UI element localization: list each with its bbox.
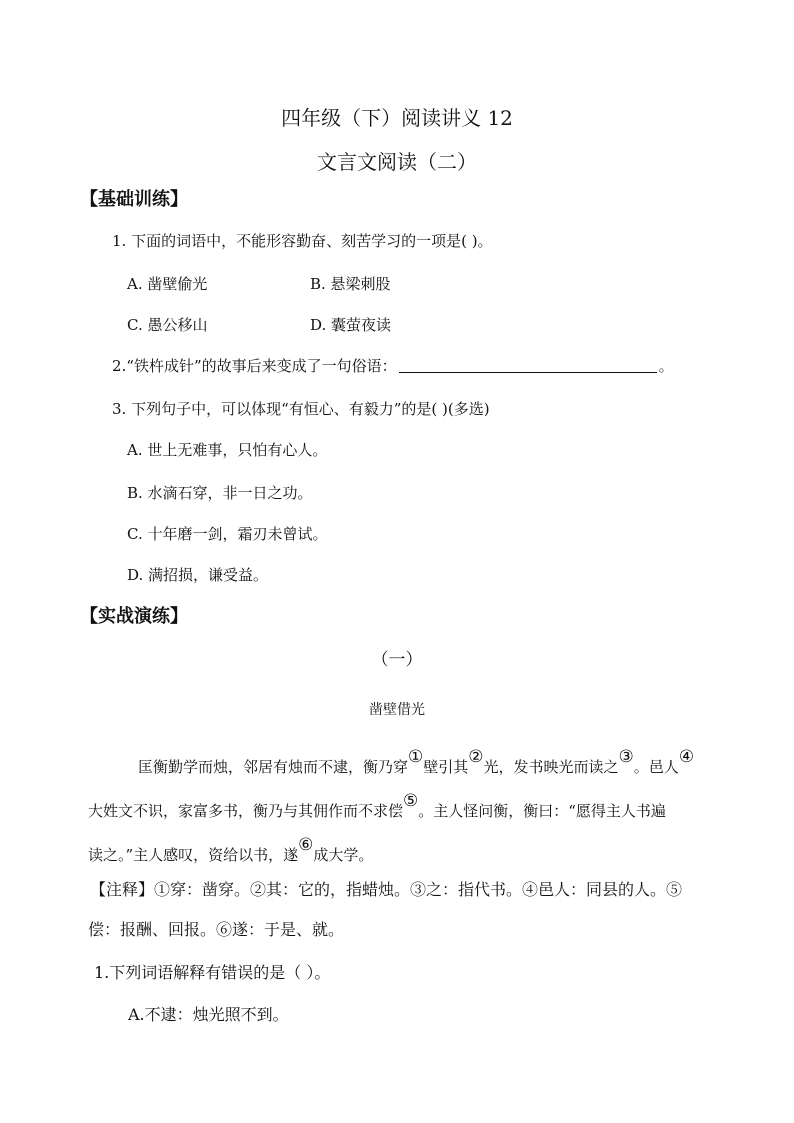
q3-option-c: C. 十年磨一剑，霜刃未曾试。 (127, 525, 328, 543)
q3-stem: 3. 下列句子中，可以体现“有恒心、有毅力”的是( )(多选) (112, 400, 490, 418)
footnote-5-marker: ⑤ (403, 791, 419, 811)
q2-answer-blank[interactable] (399, 358, 657, 373)
footnote-6-marker: ⑥ (298, 835, 314, 855)
footnote-1-marker: ① (408, 747, 424, 767)
page-title: 四年级（下）阅读讲义 12 (281, 106, 513, 130)
footnote-2-marker: ② (468, 747, 484, 767)
section-practice: 【实战演练】 (80, 606, 188, 627)
q1-option-d: D. 囊萤夜读 (310, 316, 392, 334)
passage-line-2: 大姓文不识，家富多书，衡乃与其佣作而不求偿⑤。主人怪问衡，衡曰：“愿得主人书遍 (88, 791, 666, 820)
footnote-3-marker: ③ (618, 747, 634, 767)
part-number: （一） (371, 650, 423, 670)
notes-line-1: 【注释】①穿：凿穿。②其：它的，指蜡烛。③之：指代书。④邑人：同县的人。⑤ (90, 880, 683, 899)
passage-line-3: 读之。”主人感叹，资给以书，遂⑥成大学。 (88, 835, 374, 864)
passage-title: 凿壁借光 (369, 702, 425, 718)
q2-stem: 2.“铁杵成针”的故事后来变成了一句俗语： (112, 357, 397, 375)
q2-period: 。 (658, 357, 674, 375)
footnote-4-marker: ④ (678, 747, 695, 767)
passage-line-1: 匡衡勤学而烛，邻居有烛而不逮，衡乃穿①壁引其②光，发书映光而读之③。邑人④ (138, 747, 695, 776)
notes-line-2: 偿：报酬、回报。⑥遂：于是、就。 (88, 920, 345, 939)
section-basic-training: 【基础训练】 (80, 189, 188, 210)
page-subtitle: 文言文阅读（二） (317, 150, 477, 174)
q1-option-b: B. 悬梁刺股 (310, 275, 391, 293)
q3-option-d: D. 满招损，谦受益。 (127, 566, 269, 584)
q1-option-a: A. 凿壁偷光 (127, 275, 208, 293)
reading-q1-option-a: A.不逮：烛光照不到。 (128, 1005, 289, 1024)
q1-option-c: C. 愚公移山 (127, 316, 208, 334)
q3-option-a: A. 世上无难事，只怕有心人。 (127, 441, 328, 459)
reading-q1-stem: 1.下列词语解释有错误的是（ ）。 (94, 963, 331, 982)
q1-stem: 1. 下面的词语中，不能形容勤奋、刻苦学习的一项是( )。 (112, 232, 493, 250)
q3-option-b: B. 水滴石穿，非一日之功。 (127, 484, 313, 502)
q2-line (112, 357, 674, 375)
